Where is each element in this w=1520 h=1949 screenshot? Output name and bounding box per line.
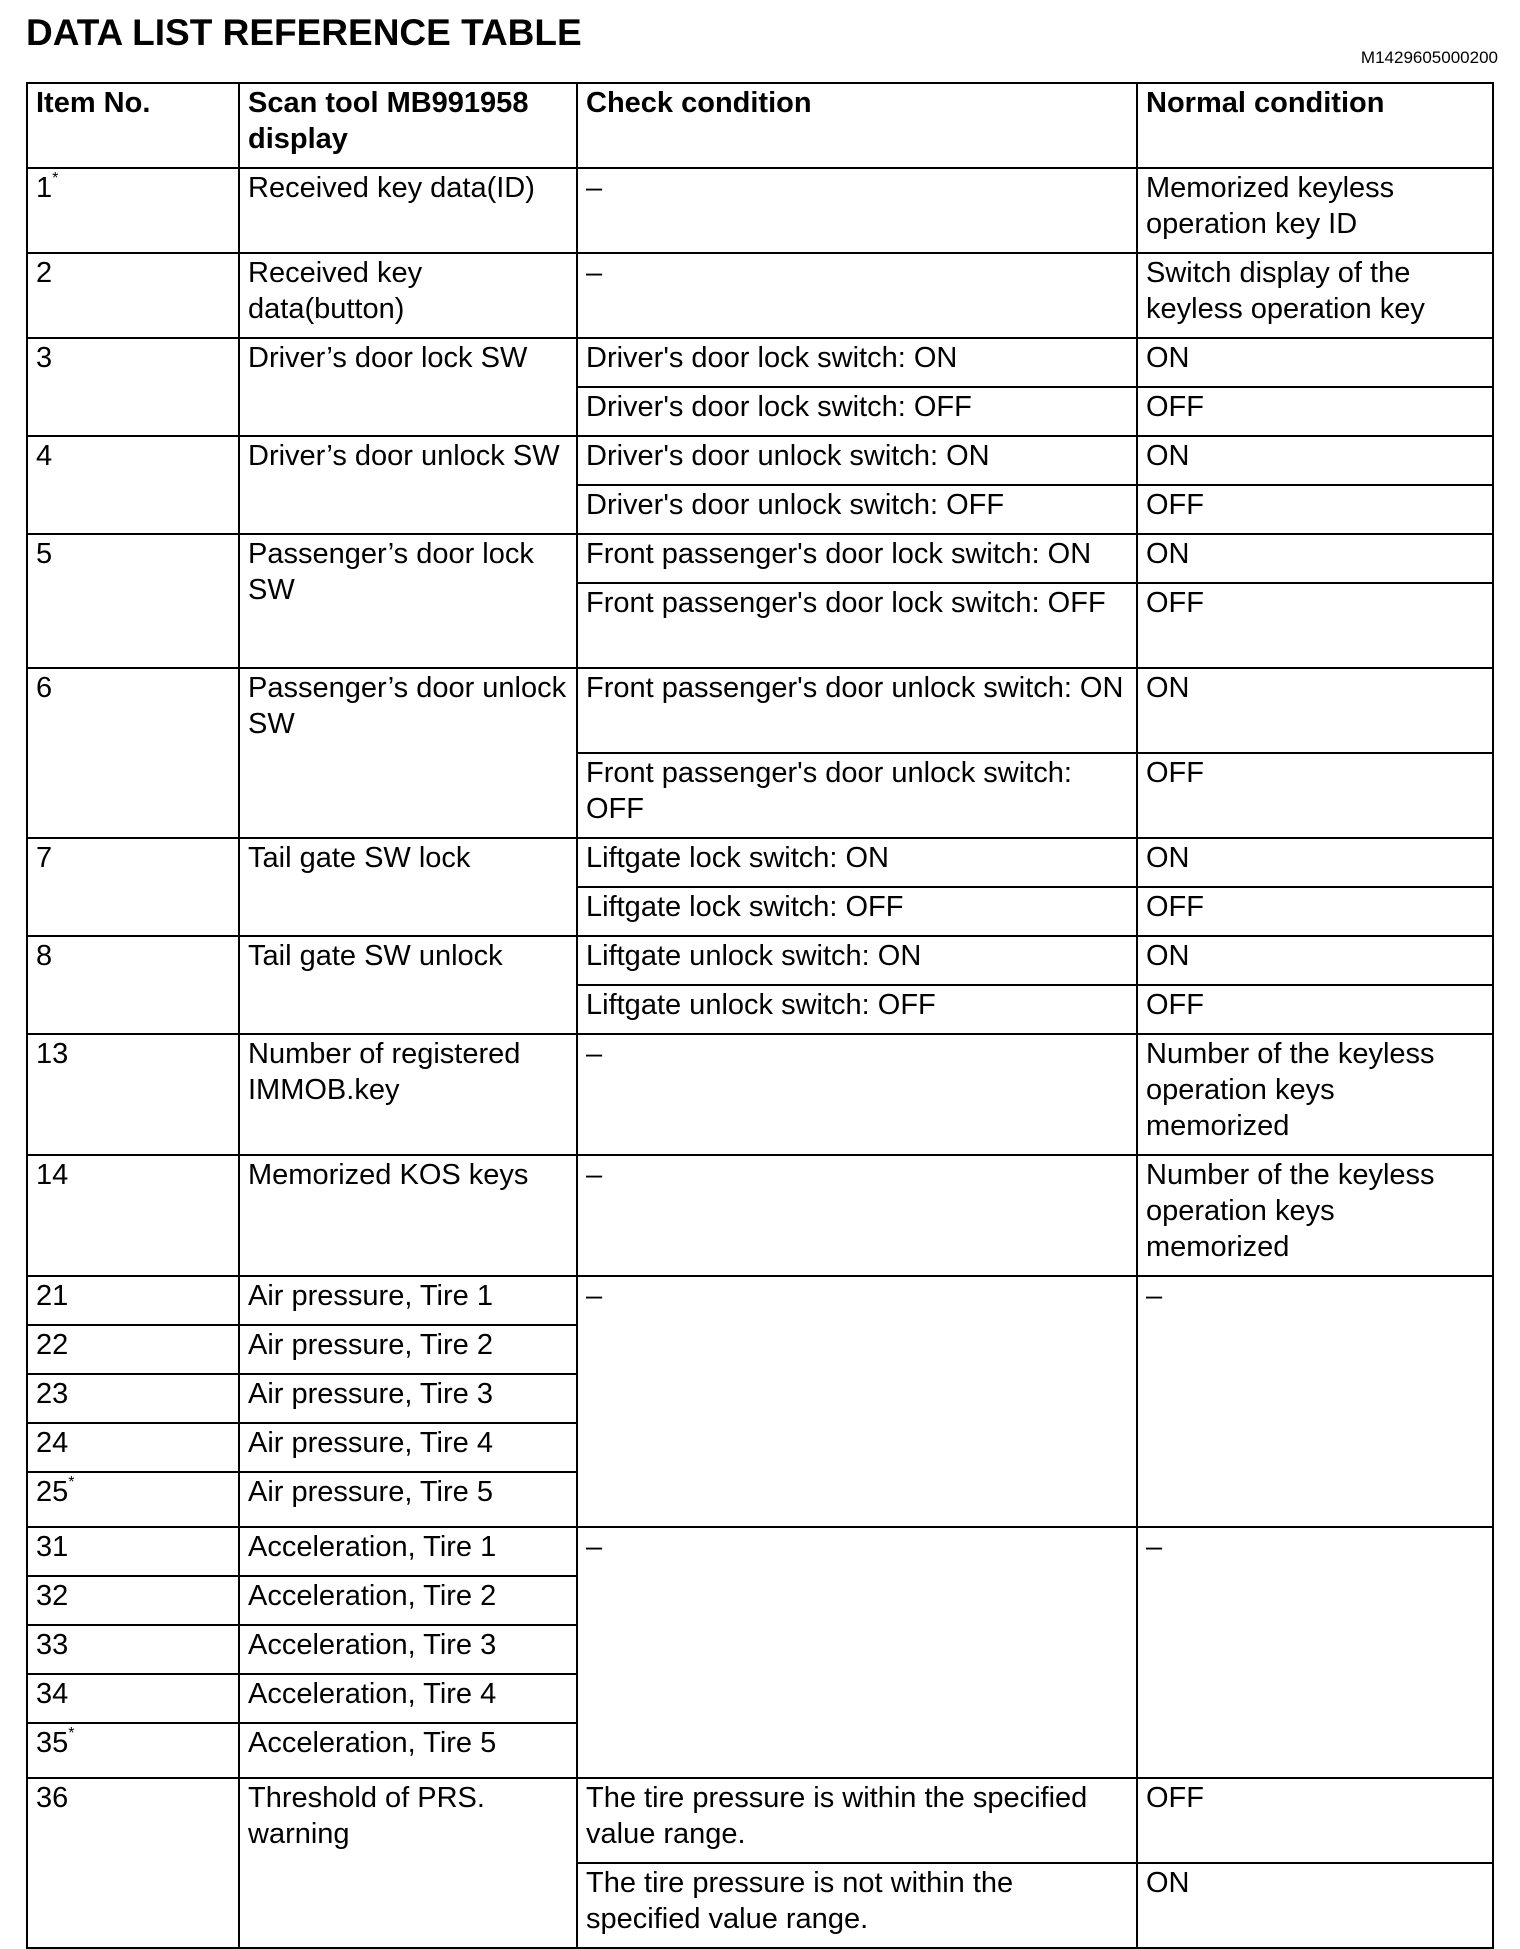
display-cell: Acceleration, Tire 3	[239, 1625, 577, 1674]
item-no-cell: 4	[27, 436, 239, 534]
item-no-cell: 23	[27, 1374, 239, 1423]
display-cell: Memorized KOS keys	[239, 1155, 577, 1276]
check-cell: –	[577, 1276, 1137, 1527]
table-row	[27, 1778, 1493, 1863]
display-cell: Threshold of PRS. warning	[239, 1778, 577, 1948]
item-no-cell: 14	[27, 1155, 239, 1276]
table-row	[27, 668, 1493, 753]
item-no: 35	[36, 1727, 69, 1759]
display-cell: Air pressure, Tire 2	[239, 1325, 577, 1374]
normal-cell: ON	[1137, 534, 1493, 583]
table-row	[27, 253, 1493, 338]
item-no-cell: 32	[27, 1576, 239, 1625]
display-cell: Number of registered IMMOB.key	[239, 1034, 577, 1155]
item-no-cell: 31	[27, 1527, 239, 1576]
figure-code: M1429605000200	[1360, 48, 1498, 67]
check-cell: Driver's door lock switch: ON	[577, 338, 1137, 387]
table-row	[27, 168, 1493, 253]
check-cell: –	[577, 1527, 1137, 1778]
normal-cell: ON	[1137, 838, 1493, 887]
normal-cell: Number of the keyless operation keys memorized	[1137, 1034, 1493, 1155]
header-normal-condition: Normal condition	[1137, 83, 1493, 168]
item-no-cell	[27, 1472, 239, 1527]
normal-cell: OFF	[1137, 985, 1493, 1034]
check-cell: Liftgate unlock switch: OFF	[577, 985, 1137, 1034]
normal-cell: OFF	[1137, 387, 1493, 436]
normal-cell: ON	[1137, 338, 1493, 387]
item-no-cell: 7	[27, 838, 239, 936]
normal-cell: Switch display of the keyless operation key	[1137, 253, 1493, 338]
item-no: 25	[36, 1476, 69, 1508]
display-cell: Tail gate SW lock	[239, 838, 577, 936]
normal-cell: Memorized keyless operation key ID	[1137, 168, 1493, 253]
normal-cell: Number of the keyless operation keys memorized	[1137, 1155, 1493, 1276]
table-row	[27, 936, 1493, 985]
check-cell: –	[577, 1155, 1137, 1276]
header-row	[27, 83, 1493, 168]
table-row	[27, 1276, 1493, 1325]
check-cell: –	[577, 253, 1137, 338]
check-cell: The tire pressure is within the specified value range.	[577, 1778, 1137, 1863]
check-cell: Driver's door unlock switch: OFF	[577, 485, 1137, 534]
table-row	[27, 1527, 1493, 1576]
item-no-cell: 6	[27, 668, 239, 838]
check-cell: The tire pressure is not within the specified value range.	[577, 1863, 1137, 1948]
table-row	[27, 338, 1493, 387]
header-check-condition: Check condition	[577, 83, 1137, 168]
footnote-mark: *	[68, 1725, 75, 1742]
display-cell: Received key data(ID)	[239, 168, 577, 253]
item-no-cell: 33	[27, 1625, 239, 1674]
header-display: Scan tool MB991958 display	[239, 83, 577, 168]
normal-cell: ON	[1137, 1863, 1493, 1948]
check-cell: Liftgate unlock switch: ON	[577, 936, 1137, 985]
normal-cell: ON	[1137, 436, 1493, 485]
item-no-cell: 36	[27, 1778, 239, 1948]
item-no-cell: 13	[27, 1034, 239, 1155]
normal-cell: ON	[1137, 668, 1493, 753]
display-cell: Passenger’s door unlock SW	[239, 668, 577, 838]
item-no-cell: 34	[27, 1674, 239, 1723]
footnote-mark: *	[68, 1474, 75, 1491]
display-cell: Air pressure, Tire 1	[239, 1276, 577, 1325]
table-row	[27, 1155, 1493, 1276]
item-no-cell: 22	[27, 1325, 239, 1374]
table-row	[27, 534, 1493, 583]
table-row	[27, 838, 1493, 887]
check-cell: Front passenger's door unlock switch: ON	[577, 668, 1137, 753]
check-cell: Front passenger's door lock switch: OFF	[577, 583, 1137, 668]
display-cell: Received key data(button)	[239, 253, 577, 338]
item-no-cell: 5	[27, 534, 239, 668]
check-cell: –	[577, 168, 1137, 253]
check-cell: –	[577, 1034, 1137, 1155]
display-cell: Air pressure, Tire 5	[239, 1472, 577, 1527]
display-cell: Air pressure, Tire 3	[239, 1374, 577, 1423]
normal-cell: OFF	[1137, 485, 1493, 534]
check-cell: Driver's door lock switch: OFF	[577, 387, 1137, 436]
data-list-table	[26, 82, 1494, 1949]
header-item-no: Item No.	[27, 83, 239, 168]
item-no-cell: 21	[27, 1276, 239, 1325]
display-cell: Air pressure, Tire 4	[239, 1423, 577, 1472]
display-cell: Passenger’s door lock SW	[239, 534, 577, 668]
check-cell: Front passenger's door unlock switch: OFF	[577, 753, 1137, 838]
item-no-cell: 24	[27, 1423, 239, 1472]
normal-cell: –	[1137, 1276, 1493, 1527]
table-row	[27, 1034, 1493, 1155]
normal-cell: –	[1137, 1527, 1493, 1778]
display-cell: Tail gate SW unlock	[239, 936, 577, 1034]
check-cell: Liftgate lock switch: ON	[577, 838, 1137, 887]
item-no-cell: 8	[27, 936, 239, 1034]
display-cell: Acceleration, Tire 1	[239, 1527, 577, 1576]
item-no-cell: 2	[27, 253, 239, 338]
display-cell: Acceleration, Tire 5	[239, 1723, 577, 1778]
display-cell: Acceleration, Tire 4	[239, 1674, 577, 1723]
normal-cell: OFF	[1137, 583, 1493, 668]
normal-cell: OFF	[1137, 1778, 1493, 1863]
check-cell: Liftgate lock switch: OFF	[577, 887, 1137, 936]
page-title: DATA LIST REFERENCE TABLE	[26, 12, 582, 53]
check-cell: Front passenger's door lock switch: ON	[577, 534, 1137, 583]
footnote-mark: *	[52, 170, 59, 187]
check-cell: Driver's door unlock switch: ON	[577, 436, 1137, 485]
item-no: 1	[36, 172, 53, 204]
display-cell: Acceleration, Tire 2	[239, 1576, 577, 1625]
item-no-cell: 3	[27, 338, 239, 436]
item-no-cell	[27, 1723, 239, 1778]
normal-cell: OFF	[1137, 887, 1493, 936]
table-row	[27, 436, 1493, 485]
item-no-cell	[27, 168, 239, 253]
display-cell: Driver’s door unlock SW	[239, 436, 577, 534]
display-cell: Driver’s door lock SW	[239, 338, 577, 436]
normal-cell: OFF	[1137, 753, 1493, 838]
normal-cell: ON	[1137, 936, 1493, 985]
